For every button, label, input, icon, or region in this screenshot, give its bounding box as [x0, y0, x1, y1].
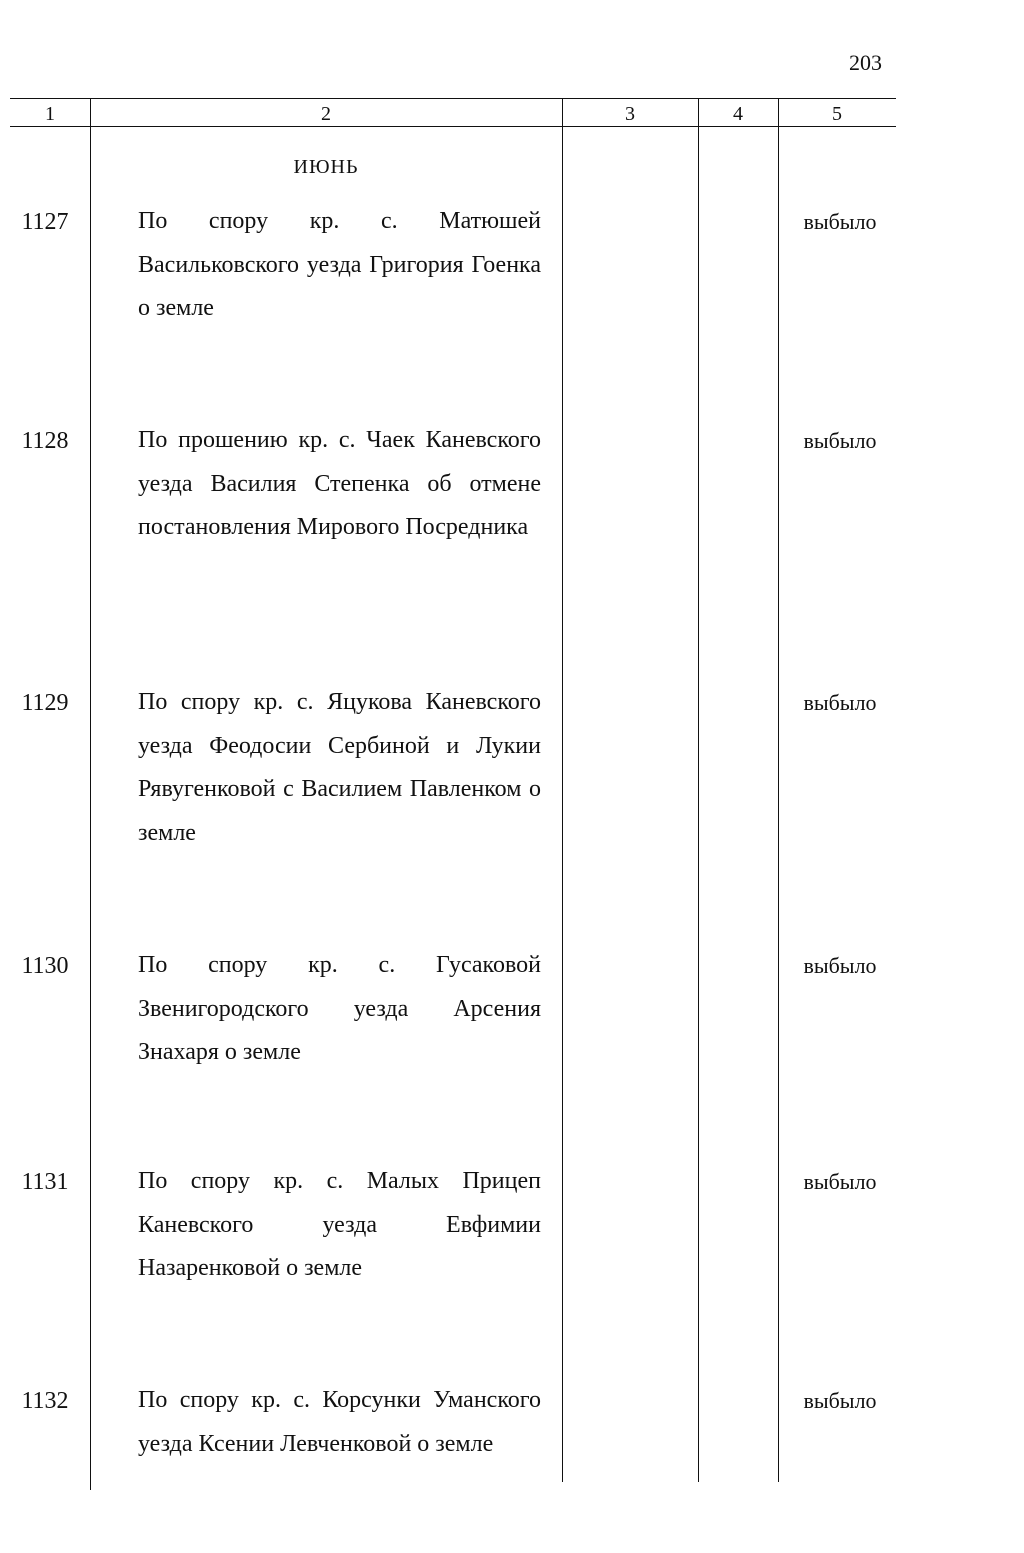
- column-divider-1: [90, 98, 91, 1490]
- column-header-4: 4: [733, 103, 743, 125]
- month-heading: ИЮНЬ: [293, 156, 359, 178]
- entry-status: выбыло: [803, 209, 877, 234]
- entry-status: выбыло: [803, 1169, 877, 1194]
- entry-text: По спору кр. с. Гусаковой Звенигородского уезда Арсения Знахаря о земле: [138, 952, 541, 1065]
- entry-number: 1130: [21, 953, 69, 979]
- column-header-5: 5: [832, 103, 842, 125]
- entry-number: 1132: [21, 1388, 69, 1414]
- entry-number: 1131: [21, 1169, 69, 1195]
- entry-number: 1127: [21, 209, 69, 235]
- entry-status: выбыло: [803, 690, 877, 715]
- entry-text: По спору кр. с. Матюшей Васильковского уезда Григория Гоенка о земле: [138, 208, 541, 321]
- column-divider-2: [562, 98, 563, 1482]
- column-header-1: 1: [45, 103, 55, 125]
- entry-text: По прошению кр. с. Чаек Каневского уезда Василия Степенка об отмене постановления Мирового Посредника: [138, 427, 541, 540]
- column-divider-4: [778, 98, 779, 1482]
- column-header-3: 3: [625, 103, 635, 125]
- entry-number: 1129: [21, 690, 69, 716]
- entry-text: По спору кр. с. Малых Прицеп Каневского уезда Евфимии Назаренковой о земле: [138, 1168, 541, 1281]
- entry-status: выбыло: [803, 1388, 877, 1413]
- table-top-rule: [10, 98, 896, 99]
- entry-status: выбыло: [803, 428, 877, 453]
- entry-status: выбыло: [803, 953, 877, 978]
- header-bottom-rule: [10, 126, 896, 127]
- page-number: 203: [849, 50, 882, 75]
- entry-text: По спору кр. с. Корсунки Уманского уезда Ксении Левченковой о земле: [138, 1387, 541, 1457]
- entry-text: По спору кр. с. Яцукова Каневского уезда Феодосии Сербиной и Лукии Рявугенковой с Василием Павленком о земле: [138, 689, 541, 846]
- column-header-2: 2: [321, 103, 331, 125]
- entry-number: 1128: [21, 428, 69, 454]
- column-divider-3: [698, 98, 699, 1482]
